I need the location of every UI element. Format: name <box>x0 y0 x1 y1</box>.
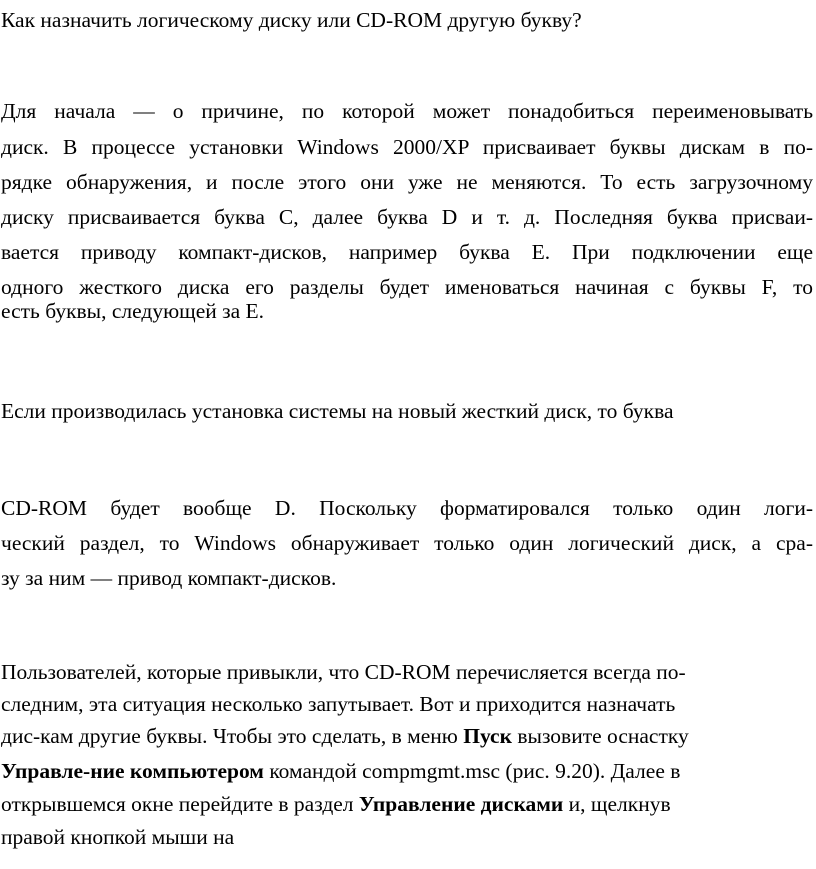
menu-name-start: Пуск <box>463 724 512 748</box>
paragraph-line: ческий раздел, то Windows обнаруживает только один логический диск, а сра- <box>1 531 813 555</box>
paragraph-line: правой кнопкой мыши на <box>1 825 235 849</box>
paragraph-line: Если производилась установка системы на новый жесткий диск, то буква <box>1 399 674 423</box>
text-run: открывшемся окне перейдите в раздел <box>1 792 359 816</box>
document-title: Как назначить логическому диску или CD-ROM другую букву? <box>1 8 582 32</box>
paragraph-line: есть буквы, следующей за E. <box>1 299 265 323</box>
paragraph-line: вается приводу компакт-дисков, например буква E. При подключении еще <box>1 240 813 264</box>
text-run: командой compmgmt.msc (рис. 9.20). Далее в <box>263 759 681 783</box>
text-run: и, щелкнув <box>563 792 671 816</box>
paragraph-line: Пользователей, которые привыкли, что CD-ROM перечисляется всегда по- <box>1 660 686 684</box>
paragraph-line: следним, эта ситуация несколько запутывает. Вот и приходится назначать <box>1 692 676 716</box>
paragraph-line: зу за ним — привод компакт-дисков. <box>1 566 337 590</box>
section-name: Управление дисками <box>358 792 564 816</box>
paragraph-line: CD-ROM будет вообще D. Поскольку форматировался только один логи- <box>1 496 813 520</box>
paragraph-line: диск. В процессе установки Windows 2000/XP присваивает буквы дискам в по- <box>1 135 813 159</box>
paragraph-line: одного жесткого диска его разделы будет именоваться начиная с буквы F, то <box>1 275 813 299</box>
paragraph-line <box>1 790 813 818</box>
paragraph-line: Для начала — о причине, по которой может понадобиться переименовывать <box>1 99 813 123</box>
snap-in-name: Управле-ние компьютером <box>1 759 264 783</box>
text-run: вызовите оснастку <box>511 724 689 748</box>
paragraph-line <box>1 757 813 785</box>
paragraph-line: диску присваивается буква C, далее буква D и т. д. Последняя буква присваи- <box>1 205 813 229</box>
paragraph-line: рядке обнаружения, и после этого они уже не меняются. То есть загрузочному <box>1 170 813 194</box>
paragraph-line <box>1 722 813 750</box>
text-run: дис-кам другие буквы. Чтобы это сделать, в меню <box>1 724 464 748</box>
